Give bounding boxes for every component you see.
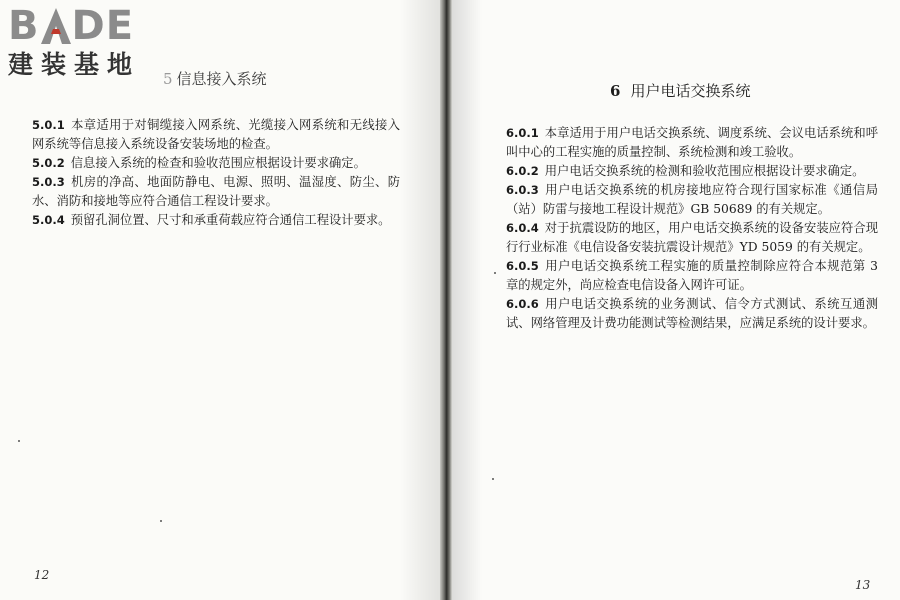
paper-speck (494, 272, 496, 274)
right-page (452, 0, 900, 600)
clause-text: 本章适用于用户电话交换系统、调度系统、会议电话系统和呼叫中心的工程实施的质量控制、系统检测和竣工验收。 (506, 126, 878, 159)
clause-text: 对于抗震设防的地区，用户电话交换系统的设备安装应符合现行行业标准《电信设备安装抗震设计规范》YD 5059 的有关规定。 (506, 221, 878, 254)
clause-text: 用户电话交换系统工程实施的质量控制除应符合本规范第 3 章的规定外，尚应检查电信设备入网许可证。 (506, 259, 878, 292)
clause (32, 116, 400, 154)
paper-speck (160, 520, 162, 522)
clause (32, 154, 400, 173)
chapter-title-5 (163, 68, 267, 89)
left-clauses (32, 116, 400, 230)
clause-text: 用户电话交换系统的机房接地应符合现行国家标准《通信局（站）防雷与接地工程设计规范》GB 50689 的有关规定。 (506, 183, 878, 216)
clause (32, 173, 400, 211)
page-shadow (452, 0, 482, 600)
clause-number: 6.0.5 (506, 259, 539, 273)
clause-text: 用户电话交换系统的检测和验收范围应根据设计要求确定。 (544, 164, 865, 178)
bade-logo (8, 4, 178, 82)
clause (506, 295, 878, 333)
paper-speck (18, 440, 20, 442)
chapter-title-6 (610, 80, 750, 101)
logo-subtitle: 建装基地 (8, 50, 141, 79)
clause-text: 用户电话交换系统的业务测试、信令方式测试、系统互通测试、网络管理及计费功能测试等检测结果，应满足系统的设计要求。 (506, 297, 878, 330)
page-shadow (400, 0, 440, 600)
book-gutter (440, 0, 452, 600)
logo-letter-a-icon (40, 4, 72, 48)
clause (506, 219, 878, 257)
clause-text: 预留孔洞位置、尺寸和承重荷载应符合通信工程设计要求。 (70, 213, 391, 227)
left-page (0, 0, 440, 600)
page-number: 12 (34, 568, 50, 582)
clause-number: 6.0.2 (506, 164, 539, 178)
clause-number: 6.0.3 (506, 183, 539, 197)
clause-number: 5.0.3 (32, 175, 65, 189)
clause-text: 本章适用于对铜缆接入网系统、光缆接入网系统和无线接入网系统等信息接入系统设备安装场地的检查。 (32, 118, 400, 151)
chapter-title-text: 信息接入系统 (176, 70, 267, 88)
chapter-number: 5 (163, 70, 173, 88)
chapter-number: 6 (610, 82, 621, 100)
clause-text: 机房的净高、地面防静电、电源、照明、温湿度、防尘、防水、消防和接地等应符合通信工程设计要求。 (32, 175, 400, 208)
paper-speck (492, 478, 494, 480)
clause-number: 6.0.6 (506, 297, 539, 311)
chapter-title-text: 用户电话交换系统 (630, 82, 751, 100)
clause (506, 257, 878, 295)
clause-number: 6.0.1 (506, 126, 539, 140)
clause (506, 124, 878, 162)
clause-number: 5.0.4 (32, 213, 65, 227)
clause (32, 211, 400, 230)
clause-text: 信息接入系统的检查和验收范围应根据设计要求确定。 (70, 156, 366, 170)
clause-number: 5.0.2 (32, 156, 65, 170)
logo-wordmark (8, 4, 134, 48)
clause-number: 6.0.4 (506, 221, 539, 235)
logo-letters-de: DE (71, 3, 135, 49)
page-number: 13 (855, 578, 871, 592)
right-clauses (506, 124, 878, 333)
clause (506, 162, 878, 181)
clause (506, 181, 878, 219)
logo-letter-b: B (8, 3, 40, 49)
clause-number: 5.0.1 (32, 118, 65, 132)
